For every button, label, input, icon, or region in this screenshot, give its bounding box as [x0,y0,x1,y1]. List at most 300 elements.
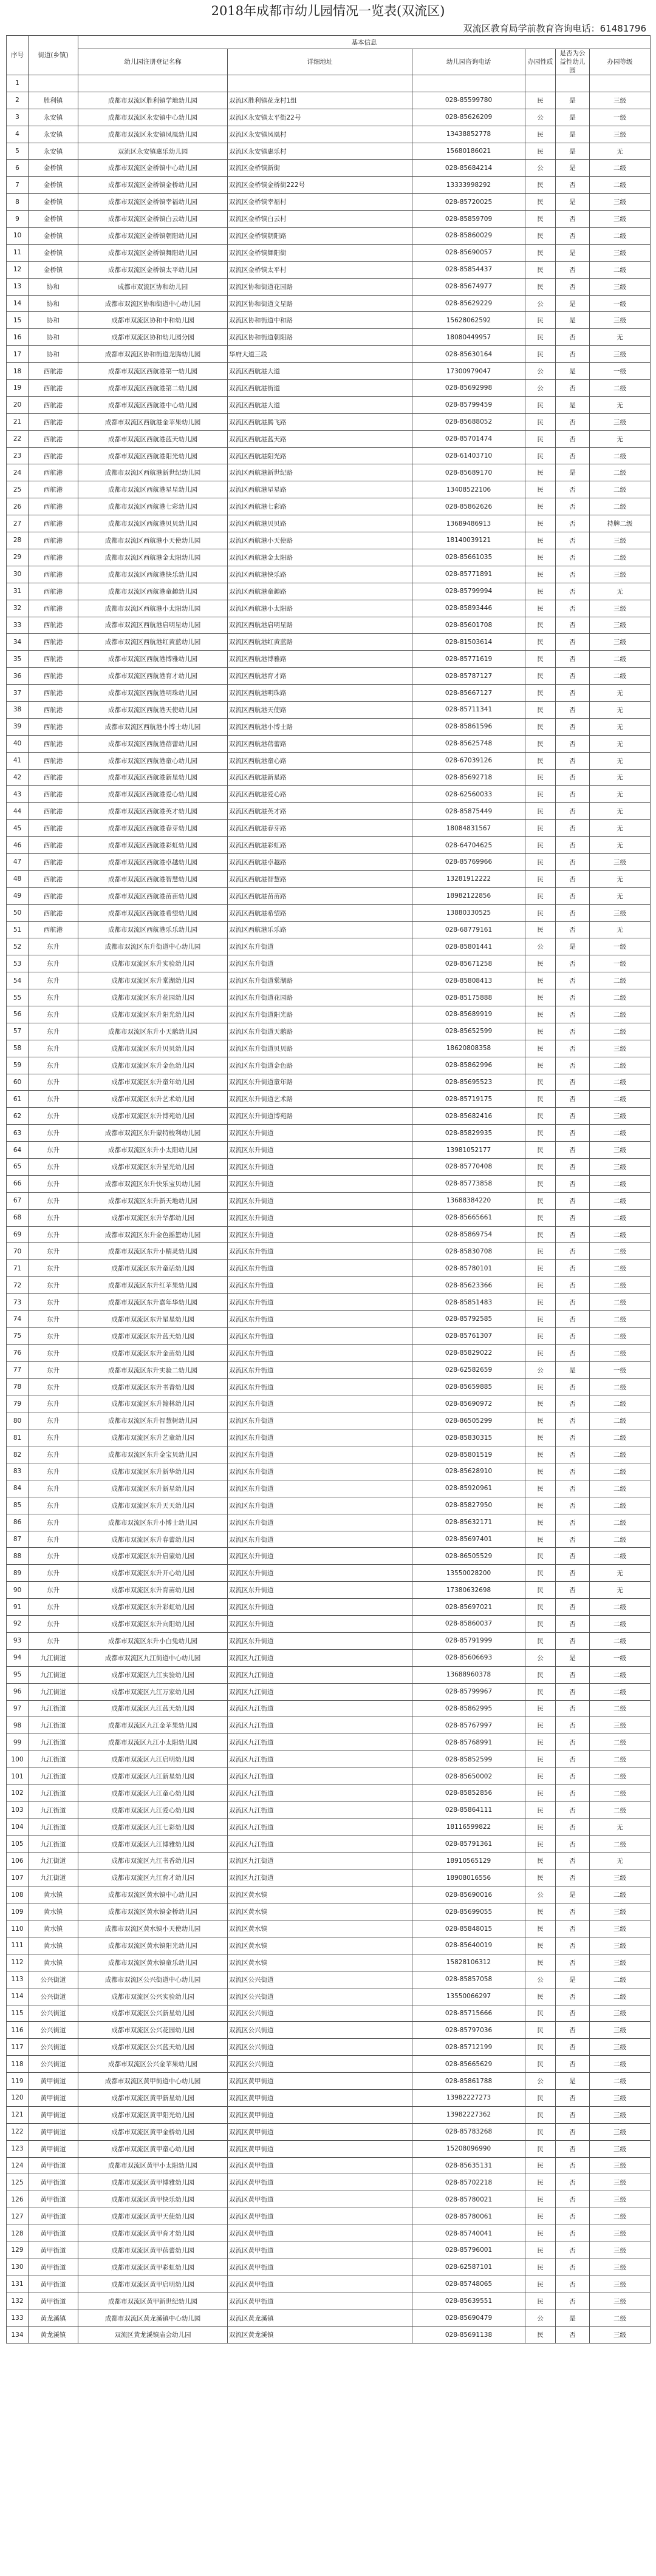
cell-inclusive: 否 [556,1802,590,1818]
cell-phone: 028-85830708 [412,1243,525,1260]
cell-inclusive: 否 [556,752,590,769]
cell-name: 成都市双流区东升翰林幼儿园 [78,1395,228,1412]
cell-inclusive: 是 [556,244,590,261]
cell-phone: 028-85712199 [412,2039,525,2056]
cell-name: 成都市双流区黄水镇小天使幼儿园 [78,1920,228,1937]
cell-phone: 028-62587101 [412,2259,525,2276]
cell-nature: 民 [525,1243,556,1260]
cell-grade: 二级 [590,380,651,397]
cell-inclusive: 否 [556,1599,590,1616]
cell-seq: 129 [7,2242,29,2259]
cell-grade: 三级 [590,2191,651,2208]
cell-name: 成都市双流区西航港红黄蓝幼儿园 [78,634,228,651]
cell-nature: 民 [525,2157,556,2174]
cell-phone: 18620808358 [412,1040,525,1057]
cell-name: 成都市双流区东升新华幼儿园 [78,1463,228,1480]
cell-name: 成都市双流区西航港第一幼儿园 [78,363,228,380]
cell-phone: 18982122856 [412,887,525,904]
cell-seq: 90 [7,1582,29,1599]
cell-nature: 民 [525,1937,556,1954]
cell-seq: 74 [7,1311,29,1328]
cell-name: 成都市双流区东升星光幼儿园 [78,1159,228,1176]
cell-seq: 50 [7,904,29,921]
cell-grade: 二级 [590,2056,651,2073]
cell-grade: 二级 [590,1074,651,1091]
cell-name: 成都市双流区协和街道中心幼儿园 [78,295,228,312]
cell-inclusive: 否 [556,1785,590,1802]
cell-inclusive: 否 [556,1057,590,1074]
cell-street: 金桥镇 [29,211,78,228]
cell-address: 双流区金桥镇朝阳路 [228,228,412,245]
cell-nature: 民 [525,1480,556,1497]
cell-street: 东升 [29,1260,78,1277]
cell-address: 双流区东升街道 [228,1159,412,1176]
cell-name: 成都市双流区九江书香幼儿园 [78,1852,228,1869]
cell-name: 成都市双流区西航港小太阳幼儿园 [78,600,228,617]
cell-grade: 无 [590,1582,651,1599]
cell-grade: 二级 [590,1091,651,1108]
cell-phone: 028-85629229 [412,295,525,312]
cell-name: 成都市双流区西航港天使幼儿园 [78,701,228,718]
cell-inclusive: 否 [556,1548,590,1565]
cell-address: 双流区东升街道 [228,1582,412,1599]
table-row [7,718,651,735]
table-row [7,1785,651,1802]
cell-name: 成都市双流区西航港中心幼儿园 [78,396,228,413]
table-row [7,1175,651,1192]
cell-seq: 101 [7,1768,29,1785]
cell-nature: 民 [525,1175,556,1192]
cell-seq: 37 [7,685,29,702]
cell-address: 双流区黄甲街道 [228,2157,412,2174]
cell-street: 东升 [29,1395,78,1412]
cell-grade: 二级 [590,1311,651,1328]
cell-phone: 028-85701474 [412,430,525,447]
cell-inclusive: 否 [556,2174,590,2191]
cell-seq: 75 [7,1327,29,1344]
cell-nature: 民 [525,2191,556,2208]
cell-street: 黄甲街道 [29,2208,78,2225]
cell-address: 双流区东升街道 [228,1209,412,1226]
cell-seq: 109 [7,1903,29,1920]
cell-grade: 二级 [590,1835,651,1852]
cell-phone [412,75,525,92]
cell-phone: 028-85797036 [412,2022,525,2039]
cell-inclusive: 否 [556,1700,590,1717]
cell-seq: 23 [7,447,29,464]
cell-nature: 民 [525,312,556,329]
cell-inclusive: 否 [556,515,590,532]
cell-grade: 三级 [590,2039,651,2056]
cell-seq: 13 [7,278,29,295]
cell-seq: 87 [7,1531,29,1548]
cell-inclusive: 否 [556,481,590,498]
cell-name: 成都市双流区东升向阳幼儿园 [78,1616,228,1633]
table-row [7,1565,651,1582]
cell-phone: 028-85852856 [412,1785,525,1802]
cell-phone: 028-85862996 [412,1057,525,1074]
cell-address: 双流区西航港博雅路 [228,651,412,668]
cell-seq: 66 [7,1175,29,1192]
cell-street: 黄水镇 [29,1937,78,1954]
cell-address: 双流区西航港街道 [228,380,412,397]
cell-inclusive: 否 [556,1768,590,1785]
cell-street: 东升 [29,1480,78,1497]
cell-name: 成都市双流区西航港星星幼儿园 [78,481,228,498]
cell-phone: 028-85787127 [412,668,525,685]
cell-name: 成都市双流区东升小天鹅幼儿园 [78,1023,228,1040]
cell-nature: 民 [525,244,556,261]
cell-phone: 028-62582659 [412,1361,525,1378]
cell-nature: 民 [525,718,556,735]
table-row [7,1040,651,1057]
cell-name: 成都市双流区黄水镇阳光幼儿园 [78,1937,228,1954]
cell-name: 成都市双流区东升小博士幼儿园 [78,1514,228,1531]
table-row [7,1548,651,1565]
cell-street: 金桥镇 [29,177,78,194]
table-row [7,1226,651,1243]
cell-seq: 40 [7,735,29,752]
col-header-phone: 幼儿园咨询电话 [412,49,525,75]
cell-inclusive: 否 [556,1683,590,1700]
cell-seq: 18 [7,363,29,380]
cell-address: 双流区西航港英才路 [228,803,412,820]
cell-grade: 三级 [590,600,651,617]
cell-name: 成都市双流区西航港童心幼儿园 [78,752,228,769]
cell-seq: 45 [7,820,29,837]
cell-seq: 118 [7,2056,29,2073]
cell-inclusive: 否 [556,430,590,447]
cell-seq: 100 [7,1751,29,1768]
cell-nature: 民 [525,701,556,718]
cell-seq: 60 [7,1074,29,1091]
cell-street: 黄甲街道 [29,2191,78,2208]
cell-address: 双流区九江街道 [228,1717,412,1734]
cell-nature: 民 [525,1226,556,1243]
cell-nature: 民 [525,2259,556,2276]
cell-nature: 民 [525,515,556,532]
cell-address: 双流区东升街道 [228,1565,412,1582]
cell-grade: 无 [590,1852,651,1869]
cell-street: 西航港 [29,668,78,685]
cell-inclusive: 否 [556,904,590,921]
cell-inclusive: 否 [556,583,590,600]
cell-street: 东升 [29,938,78,955]
cell-seq: 82 [7,1446,29,1463]
cell-seq: 99 [7,1734,29,1751]
cell-address: 双流区东升街道 [228,1125,412,1142]
cell-phone: 13982227362 [412,2106,525,2123]
cell-seq: 69 [7,1226,29,1243]
table-row [7,1818,651,1835]
cell-nature: 民 [525,211,556,228]
cell-name: 成都市双流区西航港蓝天幼儿园 [78,430,228,447]
cell-grade: 三级 [590,566,651,583]
table-row [7,1802,651,1818]
cell-street: 东升 [29,989,78,1006]
cell-phone: 028-85761307 [412,1327,525,1344]
cell-street: 协和 [29,295,78,312]
cell-name: 成都市双流区公兴花园幼儿园 [78,2022,228,2039]
table-row [7,2327,651,2344]
cell-nature: 民 [525,752,556,769]
cell-inclusive: 否 [556,701,590,718]
cell-phone: 028-85799967 [412,1683,525,1700]
cell-address: 双流区东升街道童年路 [228,1074,412,1091]
cell-street: 西航港 [29,413,78,430]
cell-street: 东升 [29,1243,78,1260]
cell-nature: 民 [525,887,556,904]
cell-name: 成都市双流区金桥镇中心幼儿园 [78,160,228,177]
cell-phone: 028-85695523 [412,1074,525,1091]
cell-name: 成都市双流区东升小太阳幼儿园 [78,1142,228,1159]
cell-address: 双流区东升街道 [228,1243,412,1260]
cell-street: 西航港 [29,887,78,904]
cell-phone: 18908016556 [412,1869,525,1886]
cell-grade: 二级 [590,1514,651,1531]
table-row [7,769,651,786]
cell-phone: 15628062592 [412,312,525,329]
table-row [7,1683,651,1700]
cell-phone: 028-85827950 [412,1497,525,1514]
cell-phone: 028-85601708 [412,617,525,634]
cell-inclusive: 否 [556,1446,590,1463]
cell-address: 双流区西航港阳光路 [228,447,412,464]
cell-seq: 120 [7,2089,29,2106]
cell-inclusive: 否 [556,617,590,634]
cell-grade: 三级 [590,1040,651,1057]
cell-inclusive: 否 [556,1192,590,1209]
cell-address: 双流区西航港童趣路 [228,583,412,600]
cell-phone: 028-85851483 [412,1294,525,1311]
cell-seq: 107 [7,1869,29,1886]
cell-phone: 028-85920961 [412,1480,525,1497]
cell-seq: 8 [7,194,29,211]
cell-street: 东升 [29,1344,78,1361]
cell-inclusive: 否 [556,1751,590,1768]
cell-grade: 二级 [590,1023,651,1040]
cell-phone: 028-85699055 [412,1903,525,1920]
cell-nature: 民 [525,1903,556,1920]
cell-seq: 6 [7,160,29,177]
table-row [7,312,651,329]
table-row [7,803,651,820]
table-row [7,1361,651,1378]
cell-phone: 17380632698 [412,1582,525,1599]
cell-name: 成都市双流区永安镇中心幼儿园 [78,109,228,126]
cell-street: 西航港 [29,617,78,634]
cell-phone: 028-85697401 [412,1531,525,1548]
cell-grade: 二级 [590,1599,651,1616]
cell-name: 成都市双流区九江蓝天幼儿园 [78,1700,228,1717]
cell-inclusive: 是 [556,2073,590,2090]
cell-nature: 公 [525,109,556,126]
cell-street: 黄甲街道 [29,2225,78,2242]
cell-seq: 33 [7,617,29,634]
cell-address: 双流区西航港天使路 [228,701,412,718]
cell-name: 成都市双流区西航港苗苗幼儿园 [78,887,228,904]
cell-grade: 三级 [590,532,651,549]
cell-street: 西航港 [29,685,78,702]
cell-inclusive: 否 [556,786,590,803]
cell-address: 双流区东升街道 [228,1429,412,1446]
cell-grade: 三级 [590,2157,651,2174]
table-row [7,430,651,447]
cell-phone: 028-85711341 [412,701,525,718]
cell-grade: 三级 [590,2106,651,2123]
cell-seq: 21 [7,413,29,430]
cell-nature: 民 [525,617,556,634]
cell-name: 成都市双流区西航港卓越幼儿园 [78,853,228,870]
cell-seq: 96 [7,1683,29,1700]
cell-address: 双流区九江街道 [228,1818,412,1835]
cell-grade: 二级 [590,1395,651,1412]
cell-street: 金桥镇 [29,244,78,261]
cell-inclusive: 否 [556,1717,590,1734]
cell-street: 黄水镇 [29,1954,78,1971]
cell-seq: 110 [7,1920,29,1937]
cell-inclusive: 是 [556,938,590,955]
cell-name: 成都市双流区东升金苗幼儿园 [78,1344,228,1361]
cell-nature: 公 [525,1971,556,1988]
cell-phone: 028-85652599 [412,1023,525,1040]
cell-nature: 民 [525,1852,556,1869]
cell-name: 成都市双流区西航港第二幼儿园 [78,380,228,397]
table-row [7,1480,651,1497]
cell-phone: 028-85861596 [412,718,525,735]
cell-nature: 民 [525,803,556,820]
cell-inclusive: 否 [556,177,590,194]
cell-inclusive: 是 [556,1886,590,1903]
table-row [7,1632,651,1649]
table-row [7,701,651,718]
cell-inclusive: 是 [556,396,590,413]
cell-address: 双流区永安镇惠乐村 [228,143,412,160]
cell-name: 成都市双流区西航港英才幼儿园 [78,803,228,820]
cell-street: 九江街道 [29,1835,78,1852]
cell-nature: 民 [525,447,556,464]
cell-street: 西航港 [29,651,78,668]
cell-nature: 民 [525,396,556,413]
cell-address: 双流区金桥镇新街 [228,160,412,177]
cell-address: 双流区金桥镇太平村 [228,261,412,278]
cell-name: 成都市双流区东升花园幼儿园 [78,989,228,1006]
cell-nature: 民 [525,786,556,803]
cell-name: 成都市双流区黄水镇金桥幼儿园 [78,1903,228,1920]
cell-seq: 113 [7,1971,29,1988]
cell-name: 成都市双流区东升童话幼儿园 [78,1260,228,1277]
table-row [7,211,651,228]
cell-street: 东升 [29,1361,78,1378]
cell-phone: 13550028200 [412,1565,525,1582]
cell-address: 双流区黄水镇 [228,1920,412,1937]
table-row [7,1395,651,1412]
cell-grade: 二级 [590,1192,651,1209]
cell-inclusive: 是 [556,2310,590,2327]
cell-street: 西航港 [29,718,78,735]
table-row [7,837,651,854]
cell-grade: 无 [590,1818,651,1835]
table-row [7,1378,651,1395]
cell-street: 西航港 [29,921,78,938]
cell-inclusive: 否 [556,2191,590,2208]
cell-grade: 三级 [590,126,651,143]
cell-grade: 二级 [590,1886,651,1903]
cell-phone: 028-86505299 [412,1412,525,1429]
cell-seq: 15 [7,312,29,329]
cell-nature: 民 [525,685,556,702]
table-row [7,2022,651,2039]
cell-street: 东升 [29,1412,78,1429]
table-row [7,2310,651,2327]
cell-name: 成都市双流区黄龙溪镇中心幼儿园 [78,2310,228,2327]
table-row [7,1159,651,1176]
cell-grade: 三级 [590,1954,651,1971]
cell-seq: 52 [7,938,29,955]
cell-nature: 民 [525,2089,556,2106]
table-row [7,2174,651,2191]
cell-street: 东升 [29,1582,78,1599]
cell-name: 成都市双流区东升彩虹幼儿园 [78,1599,228,1616]
cell-grade: 一级 [590,1649,651,1666]
cell-grade: 二级 [590,1226,651,1243]
col-header-inclusive: 是否为公益性幼儿园 [556,49,590,75]
cell-seq: 24 [7,464,29,481]
table-row [7,2073,651,2090]
cell-nature: 民 [525,921,556,938]
cell-name: 成都市双流区黄甲启明幼儿园 [78,2276,228,2293]
cell-grade: 三级 [590,2089,651,2106]
cell-street: 西航港 [29,803,78,820]
cell-address: 双流区东升街道艺术路 [228,1091,412,1108]
cell-name: 成都市双流区金桥镇太平幼儿园 [78,261,228,278]
cell-grade: 二级 [590,1327,651,1344]
cell-grade: 三级 [590,2123,651,2140]
cell-name: 成都市双流区九江育才幼儿园 [78,1869,228,1886]
cell-seq: 119 [7,2073,29,2090]
cell-inclusive: 是 [556,194,590,211]
table-row [7,1582,651,1599]
cell-grade: 二级 [590,989,651,1006]
cell-street: 协和 [29,329,78,346]
cell-seq: 122 [7,2123,29,2140]
cell-inclusive: 是 [556,295,590,312]
cell-address: 双流区黄水镇 [228,1886,412,1903]
cell-name: 双流区永安镇惠乐幼儿园 [78,143,228,160]
cell-seq: 51 [7,921,29,938]
cell-address: 双流区协和街道朝阳路 [228,329,412,346]
cell-phone: 15680186021 [412,143,525,160]
col-header-seq: 序号 [7,36,29,75]
cell-name: 成都市双流区东升艺童幼儿园 [78,1429,228,1446]
cell-inclusive: 否 [556,1023,590,1040]
table-row [7,1023,651,1040]
table-row [7,1599,651,1616]
cell-nature: 民 [525,566,556,583]
cell-street: 九江街道 [29,1649,78,1666]
cell-phone: 15208096990 [412,2140,525,2157]
cell-seq: 92 [7,1616,29,1633]
table-row [7,1192,651,1209]
cell-phone: 028-85639551 [412,2293,525,2310]
cell-nature: 民 [525,498,556,515]
cell-inclusive: 否 [556,955,590,972]
col-header-basic-info: 基本信息 [78,36,651,49]
cell-phone: 13408522106 [412,481,525,498]
cell-address: 双流区西航港乐乐路 [228,921,412,938]
cell-inclusive: 否 [556,1260,590,1277]
cell-phone: 028-64704625 [412,837,525,854]
